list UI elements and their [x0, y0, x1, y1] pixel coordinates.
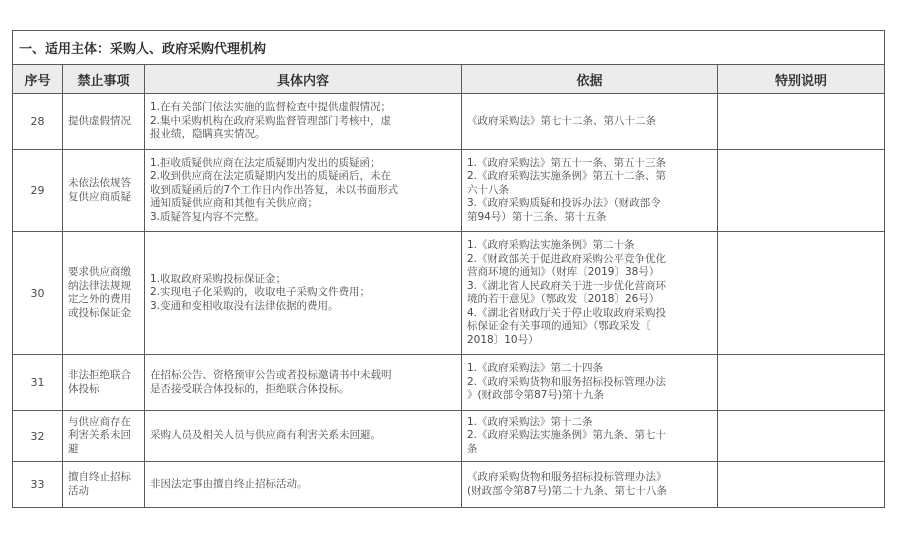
specific-content-line: 在招标公告、资格预审公告或者投标邀请书中未载明	[150, 369, 392, 381]
table-row	[13, 462, 885, 508]
legal-basis	[462, 94, 718, 150]
prohibited-item	[63, 232, 145, 355]
specific-content-line: 3.变通和变相收取没有法律依据的费用。	[150, 299, 339, 312]
specific-content	[145, 462, 462, 508]
prohibited-item	[63, 355, 145, 411]
legal-basis-line: 1.《政府采购法实施条例》第二十条	[467, 239, 635, 251]
specific-content	[145, 150, 462, 232]
prohibited-item-line: 要求供应商缴	[68, 266, 131, 278]
special-note	[718, 462, 885, 508]
special-note	[718, 355, 885, 411]
col-header-note: 特别说明	[718, 65, 885, 94]
table-row	[13, 94, 885, 150]
legal-basis-line: 1.《政府采购法》第十二条	[467, 415, 593, 428]
legal-basis-line: 《政府采购法》第七十二条、第八十二条	[467, 114, 656, 127]
prohibited-item-line: 活动	[68, 484, 89, 497]
row-number: 28	[13, 94, 63, 150]
specific-content	[145, 94, 462, 150]
special-note	[718, 232, 885, 355]
regulation-sheet	[12, 30, 884, 508]
col-header-no: 序号	[13, 65, 63, 94]
legal-basis-line: 1.《政府采购法》第五十一条、第五十三条	[467, 156, 667, 169]
specific-content-line: 采购人员及相关人员与供应商有利害关系未回避。	[150, 429, 381, 442]
special-note	[718, 94, 885, 150]
table-row	[13, 355, 885, 411]
table-row	[13, 411, 885, 462]
legal-basis-line: 六十八条	[467, 183, 509, 196]
row-number: 31	[13, 355, 63, 411]
legal-basis-line: 2.《政府采购法实施条例》第九条、第七十	[467, 429, 667, 442]
legal-basis-line: 3.《政府采购质疑和投诉办法》（财政部令	[467, 197, 661, 210]
specific-content-line: 是否接受联合体投标的，拒绝联合体投标。	[150, 382, 350, 395]
prohibited-item	[63, 94, 145, 150]
table-body	[13, 94, 885, 508]
section-title: 一、适用主体：采购人、政府采购代理机构	[13, 31, 885, 65]
prohibited-item-line: 非法拒绝联合	[68, 369, 131, 381]
legal-basis-line: 第94号）第十三条、第十五条	[467, 210, 607, 223]
prohibited-item-line: 提供虚假情况	[68, 114, 131, 127]
legal-basis-line: 》(财政部令第87号)第十九条	[467, 389, 605, 402]
legal-basis	[462, 232, 718, 355]
prohibited-item-line: 利害关系未回	[68, 429, 131, 442]
prohibited-item-line: 避	[68, 442, 79, 455]
specific-content-line: 非因法定事由擅自终止招标活动。	[150, 477, 308, 490]
table-row	[13, 232, 885, 355]
legal-basis	[462, 150, 718, 232]
legal-basis	[462, 462, 718, 508]
row-number: 33	[13, 462, 63, 508]
prohibited-item-line: 体投标	[68, 382, 100, 395]
special-note	[718, 411, 885, 462]
legal-basis-line: 2.《政府采购货物和服务招标投标管理办法	[467, 375, 667, 388]
specific-content-line: 2.收到供应商在法定质疑期内发出的质疑函后，未在	[150, 170, 392, 183]
legal-basis-line: 2.《财政部关于促进政府采购公平竞争优化	[467, 252, 667, 265]
col-header-content: 具体内容	[145, 65, 462, 94]
table-row	[13, 150, 885, 232]
legal-basis-line: 2018〕10号）	[467, 333, 539, 346]
prohibited-item-line: 复供应商质疑	[68, 190, 131, 203]
legal-basis-line: 营商环境的通知》（财库〔2019〕38号）	[467, 266, 660, 278]
prohibited-item-line: 擅自终止招标	[68, 471, 131, 483]
section-row	[13, 31, 885, 65]
legal-basis-line: 《政府采购货物和服务招标投标管理办法》	[467, 471, 667, 483]
col-header-item: 禁止事项	[63, 65, 145, 94]
prohibited-items-table	[12, 30, 885, 508]
col-header-basis: 依据	[462, 65, 718, 94]
legal-basis-line: (财政部令第87号)第二十九条、第七十八条	[467, 484, 668, 497]
specific-content-line: 1.收取政府采购投标保证金；	[150, 272, 287, 285]
legal-basis-line: 境的若干意见》（鄂政发〔2018〕26号）	[467, 293, 660, 305]
legal-basis	[462, 411, 718, 462]
specific-content-line: 收到质疑函后的7个工作日内作出答复，未以书面形式	[150, 183, 399, 196]
specific-content-line: 1.在有关部门依法实施的监督检查中提供虚假情况；	[150, 101, 392, 114]
prohibited-item-line: 与供应商存在	[68, 415, 131, 428]
prohibited-item	[63, 411, 145, 462]
legal-basis	[462, 355, 718, 411]
legal-basis-line: 3.《湖北省人民政府关于进一步优化营商环	[467, 279, 667, 292]
specific-content	[145, 355, 462, 411]
specific-content-line: 2.集中采购机构在政府采购监督管理部门考核中，虚	[150, 114, 392, 127]
specific-content-line: 2.实现电子化采购的，收取电子采购文件费用；	[150, 286, 371, 299]
legal-basis-line: 标保证金有关事项的通知》（鄂政采发〔	[467, 320, 651, 332]
prohibited-item-line: 或投标保证金	[68, 306, 131, 319]
prohibited-item-line: 定之外的费用	[68, 293, 131, 305]
row-number: 29	[13, 150, 63, 232]
row-number: 30	[13, 232, 63, 355]
prohibited-item	[63, 462, 145, 508]
specific-content	[145, 232, 462, 355]
legal-basis-line: 2.《政府采购法实施条例》第五十二条、第	[467, 170, 667, 183]
specific-content-line: 1.拒收质疑供应商在法定质疑期内发出的质疑函；	[150, 156, 381, 169]
specific-content-line: 3.质疑答复内容不完整。	[150, 210, 266, 223]
specific-content-line: 报业绩，隐瞒真实情况。	[150, 128, 266, 141]
legal-basis-line: 1.《政府采购法》第二十四条	[467, 362, 604, 375]
row-number: 32	[13, 411, 63, 462]
legal-basis-line: 条	[467, 442, 478, 455]
special-note	[718, 150, 885, 232]
prohibited-item-line: 纳法律法规规	[68, 279, 131, 292]
header-row	[13, 65, 885, 94]
prohibited-item	[63, 150, 145, 232]
specific-content	[145, 411, 462, 462]
legal-basis-line: 4.《湖北省财政厅关于停止收取政府采购投	[467, 306, 667, 319]
specific-content-line: 通知质疑供应商和其他有关供应商；	[150, 197, 318, 210]
prohibited-item-line: 未依法依规答	[68, 177, 131, 189]
